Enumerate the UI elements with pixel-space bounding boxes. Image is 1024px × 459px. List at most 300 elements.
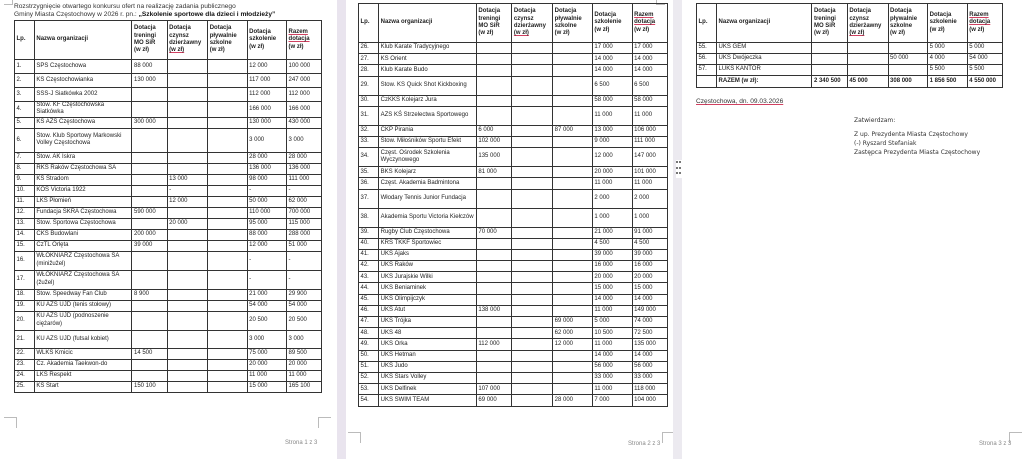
cell-name: KOS Victoria 1922 <box>34 185 132 196</box>
cell-mosir <box>476 43 512 54</box>
cell-name: UKS Raków <box>379 261 477 272</box>
cell-lp: 36. <box>359 178 379 189</box>
cell-training: 5 000 <box>928 43 968 54</box>
cell-rent: - <box>167 185 208 196</box>
table-row <box>359 261 668 272</box>
cell-swim <box>888 43 928 54</box>
col-swim: Dotacja pływalnie szkolne (w zł) <box>553 4 593 43</box>
cell-swim <box>208 152 247 163</box>
col-swim: Dotacja pływalnie szkolne (w zł) <box>888 4 928 43</box>
cell-name: KS Start <box>34 381 132 392</box>
cell-rent <box>167 60 208 74</box>
table-row <box>15 152 322 163</box>
cell-name: KS Orient <box>379 54 477 65</box>
cell-training: 130 000 <box>247 117 286 128</box>
cell-rent <box>512 227 553 238</box>
table-row <box>359 178 668 189</box>
cell-name: Stow. KF Częstochowska Siatkówka <box>34 102 132 118</box>
col-mosir: Dotacja treningi MO SiR (w zł) <box>476 4 512 43</box>
cell-total: 100 000 <box>287 60 322 74</box>
cell-mosir <box>476 350 512 361</box>
cell-swim <box>208 300 247 311</box>
cell-name: UKS Beniaminek <box>379 283 477 294</box>
cell-training: 5 500 <box>928 65 968 76</box>
cell-total: 15 000 <box>632 283 667 294</box>
cell-swim <box>553 305 593 316</box>
cell-training: 11 000 <box>592 305 632 316</box>
cell-rent <box>512 148 553 167</box>
task-title: „Szkolenie sportowe dla dzieci i młodzieży” <box>138 11 276 18</box>
cell-mosir <box>812 54 847 65</box>
cell-total: 74 000 <box>632 317 667 328</box>
cell-total: 5 000 <box>967 43 1002 54</box>
table-row <box>359 208 668 227</box>
page-number: Strona 3 z 3 <box>979 441 1012 447</box>
cell-lp: 35. <box>359 167 379 178</box>
cell-swim <box>208 60 247 74</box>
cell-rent <box>512 395 553 406</box>
cell-total: 4 500 <box>632 238 667 249</box>
cell-name: Stow. AK Iskra <box>34 152 132 163</box>
cell-rent: 12 000 <box>167 196 208 207</box>
cell-training: 3 000 <box>247 128 286 152</box>
cell-training: 6 500 <box>592 76 632 95</box>
cell-rent <box>167 207 208 218</box>
cell-rent <box>847 65 888 76</box>
table-row <box>15 88 322 102</box>
cell-total: 62 000 <box>287 196 322 207</box>
cell-training: 14 000 <box>592 54 632 65</box>
cell-training: 14 000 <box>592 65 632 76</box>
cell-name: KU AZS UJD (tenis stołowy) <box>34 300 132 311</box>
cell-lp: 42. <box>359 261 379 272</box>
total-row <box>697 76 1003 88</box>
cell-name: KS Częstochowianka <box>34 74 132 88</box>
cell-swim <box>553 227 593 238</box>
cell-mosir <box>132 196 167 207</box>
page-gutter <box>337 0 346 459</box>
cell-swim <box>208 163 247 174</box>
col-lp: Lp. <box>359 4 379 43</box>
cell-name: Fundacja SKRA Częstochowa <box>34 207 132 218</box>
cell-swim <box>553 372 593 383</box>
cell-total: 115 000 <box>287 218 322 229</box>
cell-lp: 32. <box>359 125 379 136</box>
cell-lp: 52. <box>359 372 379 383</box>
table-row <box>359 43 668 54</box>
cell-training: 17 000 <box>592 43 632 54</box>
cell-name: Stow. Miłośników Sportu Efekt <box>379 136 477 147</box>
table-row <box>359 227 668 238</box>
grants-table-page-1 <box>14 20 322 393</box>
table-row <box>15 270 322 289</box>
cell-lp: 26. <box>359 43 379 54</box>
cell-lp: 15. <box>15 240 35 251</box>
table-row <box>359 372 668 383</box>
cell-mosir <box>476 65 512 76</box>
cell-swim <box>208 196 247 207</box>
cell-training: 11 000 <box>592 106 632 125</box>
cell-name: KŚ AZS Częstochowa <box>34 117 132 128</box>
cell-total: 3 000 <box>287 128 322 152</box>
cell-training: 117 000 <box>247 74 286 88</box>
cell-swim <box>553 76 593 95</box>
page-gutter <box>673 0 682 459</box>
cell-name: Klub Karate Tradycyjnego <box>379 43 477 54</box>
cell-name: Stow. Sportowa Częstochowa <box>34 218 132 229</box>
cell-rent <box>167 74 208 88</box>
table-row <box>15 381 322 392</box>
cell-mosir <box>132 330 167 348</box>
cell-swim <box>553 43 593 54</box>
cell-total: 247 000 <box>287 74 322 88</box>
cell-total: 16 000 <box>632 261 667 272</box>
cell-rent <box>512 76 553 95</box>
cell-lp: 12. <box>15 207 35 218</box>
page-corner-mark <box>662 432 673 443</box>
cell-lp: 34. <box>359 148 379 167</box>
cell-rent <box>167 163 208 174</box>
cell-rent <box>512 238 553 249</box>
cell-swim <box>208 229 247 240</box>
cell-total: 101 000 <box>632 167 667 178</box>
cell-swim <box>553 95 593 106</box>
cell-swim <box>208 207 247 218</box>
cell-name: UKS Judo <box>379 361 477 372</box>
cell-mosir: 6 000 <box>476 125 512 136</box>
table-row <box>359 148 668 167</box>
page-number: Strona 2 z 3 <box>628 441 661 447</box>
cell-lp: 27. <box>359 54 379 65</box>
cell-training: 20 500 <box>247 311 286 330</box>
col-swim: Dotacja pływalnie szkolne (w zł) <box>208 21 247 60</box>
cell-rent <box>167 251 208 270</box>
cell-mosir <box>476 208 512 227</box>
cell-rent <box>167 128 208 152</box>
cell-swim <box>208 311 247 330</box>
cell-total: 1 000 <box>632 208 667 227</box>
cell-mosir: 70 000 <box>476 227 512 238</box>
cell-mosir <box>476 317 512 328</box>
cell-rent <box>167 359 208 370</box>
cell-rent <box>512 384 553 395</box>
table-row <box>359 238 668 249</box>
cell-mosir <box>132 152 167 163</box>
cell-swim <box>208 240 247 251</box>
cell-swim <box>553 261 593 272</box>
cell-name: CzKKS Kolejarz Jura <box>379 95 477 106</box>
cell-rent <box>167 102 208 118</box>
cell-mosir <box>476 249 512 260</box>
cell-total: 3 000 <box>287 330 322 348</box>
cell-training: - <box>247 251 286 270</box>
table-row <box>15 289 322 300</box>
cell-swim <box>208 128 247 152</box>
cell-swim <box>888 65 928 76</box>
col-total: Razem dotacja (w zł) <box>632 4 667 43</box>
cell-total: 111 000 <box>287 174 322 185</box>
cell-rent <box>512 372 553 383</box>
cell-rent: 13 000 <box>167 174 208 185</box>
cell-swim: 12 000 <box>553 339 593 350</box>
cell-name: CzTL Orlęta <box>34 240 132 251</box>
document-page-3 <box>682 0 1024 459</box>
cell-training: 15 000 <box>247 381 286 392</box>
cell-training: 112 000 <box>247 88 286 102</box>
cell-swim <box>553 283 593 294</box>
cell-name: Rugby Club Częstochowa <box>379 227 477 238</box>
cell-rent <box>512 125 553 136</box>
cell-rent <box>512 361 553 372</box>
cell-lp: 16. <box>15 251 35 270</box>
cell-training: - <box>247 270 286 289</box>
table-row <box>359 361 668 372</box>
cell-total: 56 000 <box>632 361 667 372</box>
table-row <box>359 305 668 316</box>
cell-swim <box>208 381 247 392</box>
cell-mosir <box>132 300 167 311</box>
cell-rent <box>167 370 208 381</box>
page-corner-mark <box>4 417 17 428</box>
table-row <box>15 359 322 370</box>
cell-lp: 39. <box>359 227 379 238</box>
cell-rent <box>512 350 553 361</box>
cell-mosir: 14 500 <box>132 348 167 359</box>
cell-rent <box>167 311 208 330</box>
cell-mosir <box>132 311 167 330</box>
cell-training: 88 000 <box>247 229 286 240</box>
cell-swim <box>208 359 247 370</box>
cell-lp: 10. <box>15 185 35 196</box>
approval-heading: Zatwierdzam: <box>854 117 896 124</box>
cell-name: UKS Olimpijczyk <box>379 294 477 305</box>
cell-total: 58 000 <box>632 95 667 106</box>
cell-lp: 29. <box>359 76 379 95</box>
cell-rent <box>167 348 208 359</box>
cell-total: 20 500 <box>287 311 322 330</box>
cell-rent <box>512 167 553 178</box>
cell-swim <box>208 218 247 229</box>
cell-swim <box>208 74 247 88</box>
cell-total: 11 000 <box>287 370 322 381</box>
cell-mosir <box>132 359 167 370</box>
cell-total: 33 000 <box>632 372 667 383</box>
table-row <box>15 60 322 74</box>
cell-name: Włodary Tennis Junior Fundacja <box>379 189 477 208</box>
cell-mosir <box>132 185 167 196</box>
table-row <box>697 65 1003 76</box>
cell-rent <box>512 283 553 294</box>
cell-mosir: 112 000 <box>476 339 512 350</box>
cell-rent <box>512 106 553 125</box>
cell-total: - <box>287 251 322 270</box>
cell-swim <box>208 88 247 102</box>
cell-training: 21 000 <box>592 227 632 238</box>
grants-table-page-3 <box>696 3 1003 88</box>
cell-lp: 14. <box>15 229 35 240</box>
cell-name: WLKS Kmicic <box>34 348 132 359</box>
cell-swim: 62 000 <box>553 328 593 339</box>
cell-rent <box>512 339 553 350</box>
table-row <box>359 395 668 406</box>
cell-lp: 57. <box>697 65 717 76</box>
document-page-1 <box>0 0 337 459</box>
cell-total: 111 000 <box>632 136 667 147</box>
cell-lp: 33. <box>359 136 379 147</box>
cell-mosir <box>132 102 167 118</box>
cell-lp: 3. <box>15 88 35 102</box>
cell-mosir: 8 900 <box>132 289 167 300</box>
cell-lp: 41. <box>359 249 379 260</box>
cell-total: 149 000 <box>632 305 667 316</box>
cell-total: 700 000 <box>287 207 322 218</box>
cell-training: 56 000 <box>592 361 632 372</box>
table-row <box>15 74 322 88</box>
cell-total: 288 000 <box>287 229 322 240</box>
cell-name: BKS Kolejarz <box>379 167 477 178</box>
cell-training: 4 500 <box>592 238 632 249</box>
cell-rent <box>512 294 553 305</box>
cell-name: Częst. Ośrodek Szkolenia Wyczynowego <box>379 148 477 167</box>
cell-total: 91 000 <box>632 227 667 238</box>
cell-name: Stow. Speedway Fan Club <box>34 289 132 300</box>
table-row <box>359 136 668 147</box>
cell-lp: 13. <box>15 218 35 229</box>
table-row <box>15 240 322 251</box>
cell-total: 106 000 <box>632 125 667 136</box>
cell-name: UKS SWIM TEAM <box>379 395 477 406</box>
table-row <box>359 339 668 350</box>
cell-name: UKS Jurajskie Wilki <box>379 272 477 283</box>
cell-lp: 2. <box>15 74 35 88</box>
cell-training: 136 000 <box>247 163 286 174</box>
cell-name: RKS Raków Częstochowa SA <box>34 163 132 174</box>
cell-training: 58 000 <box>592 95 632 106</box>
cell-mosir <box>812 65 847 76</box>
cell-lp: 4. <box>15 102 35 118</box>
table-row <box>15 196 322 207</box>
cell-training: 21 000 <box>247 289 286 300</box>
table-row <box>15 311 322 330</box>
cell-training: - <box>247 185 286 196</box>
cell-swim <box>208 185 247 196</box>
cell-total: 104 000 <box>632 395 667 406</box>
cell-mosir: 102 000 <box>476 136 512 147</box>
cell-swim <box>208 330 247 348</box>
cell-training: 11 000 <box>247 370 286 381</box>
cell-lp <box>697 76 717 88</box>
table-row <box>697 54 1003 65</box>
cell-name: UKS Orka <box>379 339 477 350</box>
cell-rent <box>512 54 553 65</box>
cell-lp: 19. <box>15 300 35 311</box>
table-row <box>359 95 668 106</box>
table-row <box>359 167 668 178</box>
cell-name: UKS Delfinek <box>379 384 477 395</box>
cell-total: 5 500 <box>967 65 1002 76</box>
cell-training: 4 000 <box>928 54 968 65</box>
table-row <box>15 370 322 381</box>
cell-mosir: 81 000 <box>476 167 512 178</box>
cell-lp: 7. <box>15 152 35 163</box>
cell-mosir <box>812 43 847 54</box>
grants-table-page-2 <box>358 3 668 407</box>
table-row <box>697 43 1003 54</box>
cell-rent <box>167 229 208 240</box>
cell-name: UKS Ajaks <box>379 249 477 260</box>
cell-total: 29 900 <box>287 289 322 300</box>
cell-lp: 20. <box>15 311 35 330</box>
table-row <box>15 218 322 229</box>
cell-training: 110 000 <box>247 207 286 218</box>
cell-lp: 24. <box>15 370 35 381</box>
cell-mosir: 150 100 <box>132 381 167 392</box>
cell-training: 14 000 <box>592 294 632 305</box>
col-total: Razem dotacja (w zł) <box>967 4 1002 43</box>
cell-rent <box>512 178 553 189</box>
cell-name: KU AZS UJD (futsal kobiet) <box>34 330 132 348</box>
table-row <box>359 294 668 305</box>
cell-total: 135 000 <box>632 339 667 350</box>
cell-training: 11 000 <box>592 178 632 189</box>
cell-training: 12 000 <box>247 60 286 74</box>
table-row <box>359 283 668 294</box>
approval-position: Zastępca Prezydenta Miasta Częstochowy <box>854 149 981 156</box>
cell-rent <box>512 328 553 339</box>
cell-name: AZS KŚ Strzelectwa Sportowego <box>379 106 477 125</box>
cell-name: Stow. Klub Sportowy Markowski Volley Częstochowa <box>34 128 132 152</box>
cell-total: - <box>287 185 322 196</box>
cell-swim: 28 000 <box>553 395 593 406</box>
cell-total: 136 000 <box>287 163 322 174</box>
col-name: Nazwa organizacji <box>379 4 477 43</box>
table-row <box>359 350 668 361</box>
cell-mosir <box>476 272 512 283</box>
cell-total: 11 000 <box>632 106 667 125</box>
cell-swim <box>208 370 247 381</box>
cell-swim <box>553 384 593 395</box>
cell-lp: 47. <box>359 317 379 328</box>
cell-rent <box>847 54 888 65</box>
cell-name: KRS TKKF Sportowiec <box>379 238 477 249</box>
col-name: Nazwa organizacji <box>717 4 812 43</box>
cell-name: UKS Dwójeczka <box>717 54 812 65</box>
col-lp: Lp. <box>15 21 35 60</box>
total-rent: 45 000 <box>847 76 888 88</box>
cell-mosir <box>132 174 167 185</box>
cell-lp: 5. <box>15 117 35 128</box>
cell-rent <box>167 300 208 311</box>
cell-swim <box>553 249 593 260</box>
table-row <box>359 189 668 208</box>
cell-total: 54 000 <box>967 54 1002 65</box>
table-row <box>15 330 322 348</box>
cell-swim: 69 000 <box>553 317 593 328</box>
cell-mosir <box>476 261 512 272</box>
cell-name: LUKS KANTOR <box>717 65 812 76</box>
cell-rent <box>512 189 553 208</box>
cell-training: 20 000 <box>247 359 286 370</box>
cell-rent <box>167 381 208 392</box>
cell-swim: 50 000 <box>888 54 928 65</box>
cell-mosir: 138 000 <box>476 305 512 316</box>
total-mosir: 2 340 500 <box>812 76 847 88</box>
cell-lp: 46. <box>359 305 379 316</box>
cell-mosir: 130 000 <box>132 74 167 88</box>
cell-training: 54 000 <box>247 300 286 311</box>
cell-mosir: 590 000 <box>132 207 167 218</box>
cell-lp: 25. <box>15 381 35 392</box>
